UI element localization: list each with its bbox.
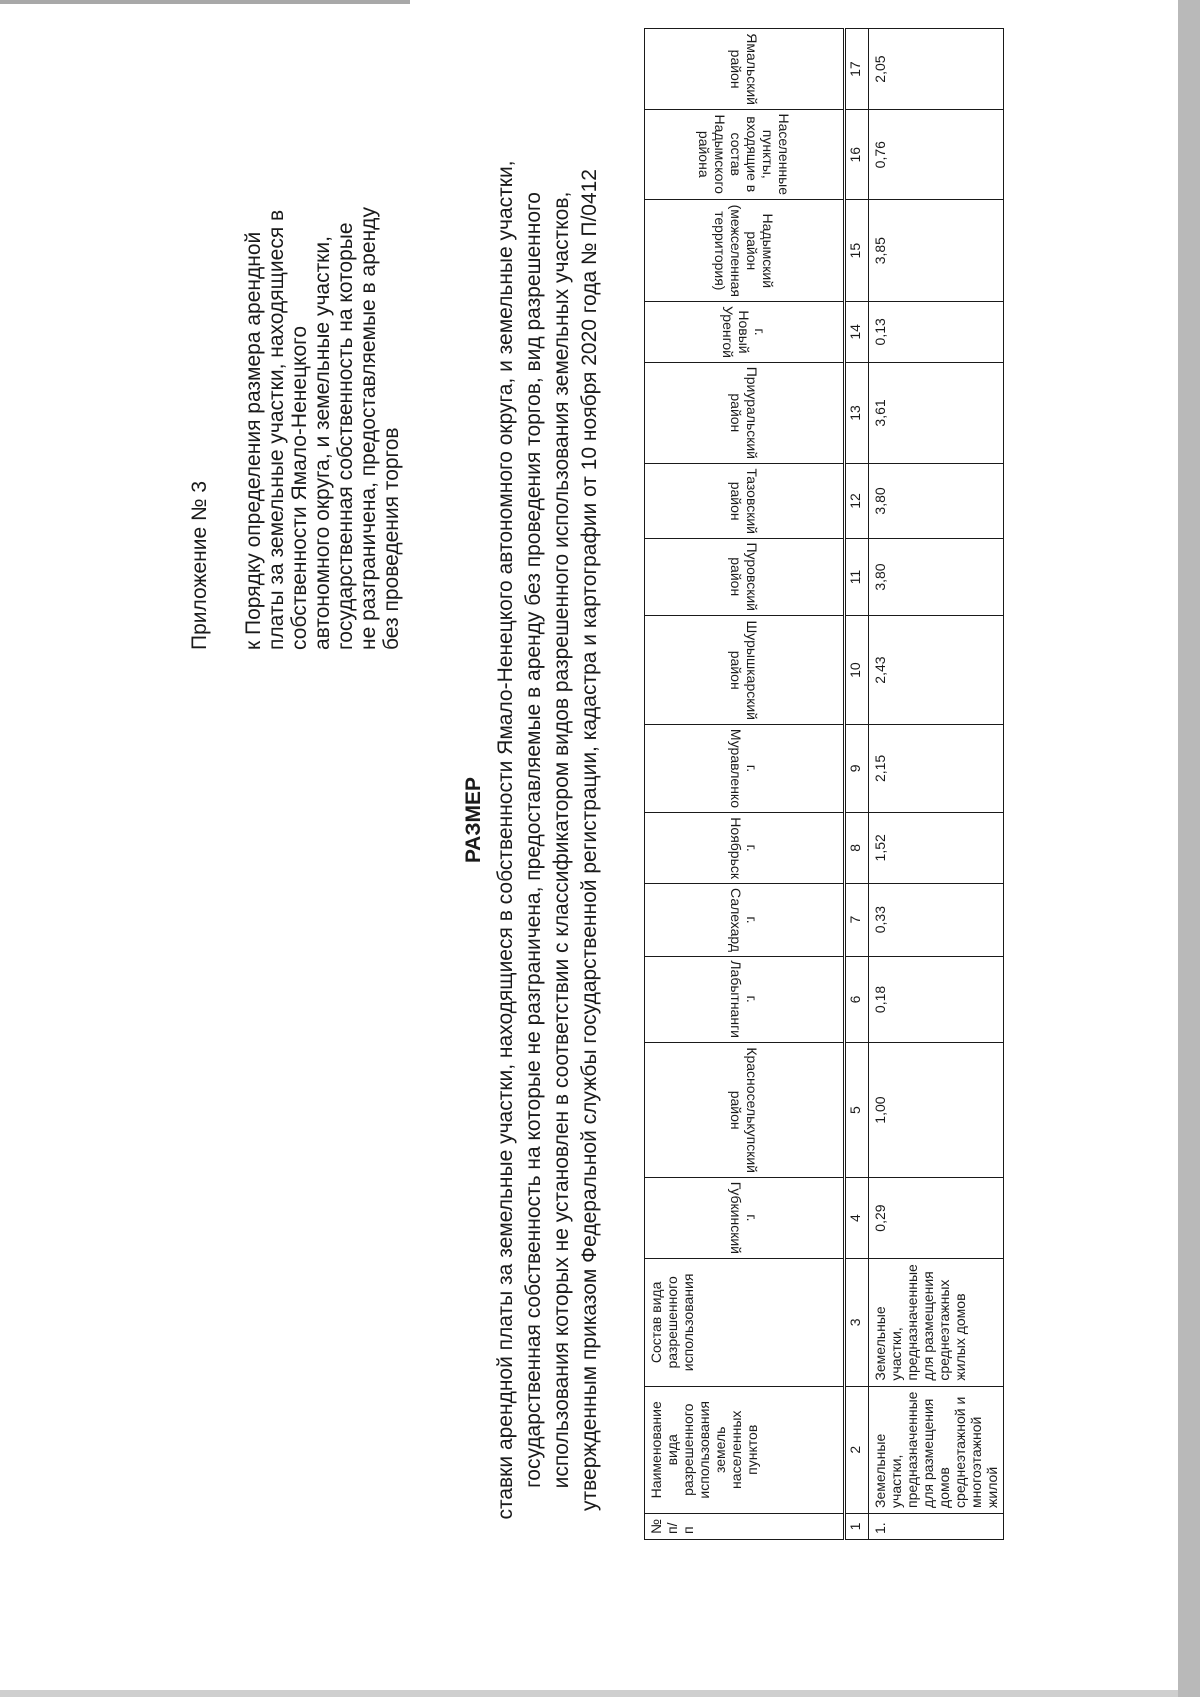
column-number: 4 — [845, 1177, 869, 1258]
table-header-row — [645, 29, 845, 1540]
header-cell: Ямальский район — [728, 33, 760, 105]
rate-value: 0,13 — [869, 301, 1004, 362]
header-cell: Надымский район (межселенная территория) — [712, 204, 776, 297]
header-cell: г. Лабытнанги — [728, 960, 760, 1039]
header-cell: г. Муравленко — [728, 728, 760, 808]
column-number: 13 — [845, 362, 869, 463]
header-cell: г. Ноябрьск — [728, 816, 760, 879]
header-cell: Населенные пункты, входящие в состав Надымского района — [696, 113, 792, 196]
header-cell: Шурышкарский район — [728, 620, 760, 720]
row-composition: Земельные участки, предназначенные для размещения среднеэтажных жилых домов — [869, 1259, 1004, 1386]
column-number: 16 — [845, 109, 869, 199]
column-number: 1 — [845, 1513, 869, 1539]
column-number: 11 — [845, 538, 869, 616]
rate-value: 2,43 — [869, 616, 1004, 725]
column-number: 10 — [845, 616, 869, 725]
column-number: 9 — [845, 724, 869, 812]
row-number: 1. — [869, 1513, 1004, 1539]
column-number: 14 — [845, 301, 869, 362]
header-cell: Тазовский район — [728, 468, 760, 534]
header-cell: Состав вида разрешенного использования — [645, 1259, 845, 1386]
table-row — [869, 29, 1004, 1540]
rate-value: 3,85 — [869, 200, 1004, 301]
header-cell: г. Губкинский — [728, 1181, 760, 1255]
header-cell: № п/п — [645, 1513, 845, 1539]
header-cell: Приуральский район — [728, 366, 760, 460]
rate-value: 0,33 — [869, 883, 1004, 956]
appendix-title: Приложение № 3 — [188, 480, 211, 650]
header-cell: Пуровский район — [728, 542, 760, 612]
rates-table — [644, 28, 1004, 1540]
header-cell: г. Салехард — [728, 887, 760, 952]
rate-value: 0,29 — [869, 1177, 1004, 1258]
rate-value: 1,00 — [869, 1043, 1004, 1178]
header-cell: Красноселькупский район — [728, 1047, 760, 1173]
table-column-numbers-row — [845, 29, 869, 1540]
column-number: 7 — [845, 883, 869, 956]
appendix-subtitle: к Порядку определения размера арендной платы за земельные участки, находящиеся в собственности Ямало-Ненецкого автономного округа, и земельные участки, государственная собственность на которые не разграничена, предоставляемые в аренду без проведения торгов — [242, 207, 403, 650]
rate-value: 2,05 — [869, 29, 1004, 110]
column-number: 17 — [845, 29, 869, 110]
scan-edge-top — [0, 0, 410, 4]
document-body-text: ставки арендной платы за земельные участки, находящиеся в собственности Ямало-Ненецкого автономного округа, и земельные участки, государственная собственность на которые не разграничена, предоставляемые в аренду без проведения торгов, вид разрешенного использования которых не установлен в соответствии с классификатором видов разрешенного использования земельных участков, утвержденным приказом Федеральной службы государственной регистрации, кадастра и картографии от 10 ноября 2020 года № П/0412 — [494, 160, 601, 1520]
rate-value: 3,80 — [869, 464, 1004, 539]
document-heading: РАЗМЕР — [462, 777, 485, 863]
column-number: 6 — [845, 956, 869, 1043]
column-number: 2 — [845, 1386, 869, 1513]
rate-value: 0,76 — [869, 109, 1004, 199]
rate-value: 1,52 — [869, 812, 1004, 883]
header-cell: г. Новый Уренгой — [720, 305, 768, 358]
header-cell: Наименование вида разрешенного использования земель населенных пунктов — [645, 1386, 845, 1513]
rate-value: 0,18 — [869, 956, 1004, 1043]
document-page — [70, 33, 1200, 1570]
column-number: 5 — [845, 1043, 869, 1178]
column-number: 8 — [845, 812, 869, 883]
rate-value: 3,80 — [869, 538, 1004, 616]
rate-value: 3,61 — [869, 362, 1004, 463]
rate-value: 2,15 — [869, 724, 1004, 812]
column-number: 15 — [845, 200, 869, 301]
row-name: Земельные участки, предназначенные для размещения домов среднеэтажной и многоэтажной жилой — [869, 1386, 1004, 1513]
column-number: 12 — [845, 464, 869, 539]
column-number: 3 — [845, 1259, 869, 1386]
scan-edge-bottom — [0, 1690, 1178, 1697]
